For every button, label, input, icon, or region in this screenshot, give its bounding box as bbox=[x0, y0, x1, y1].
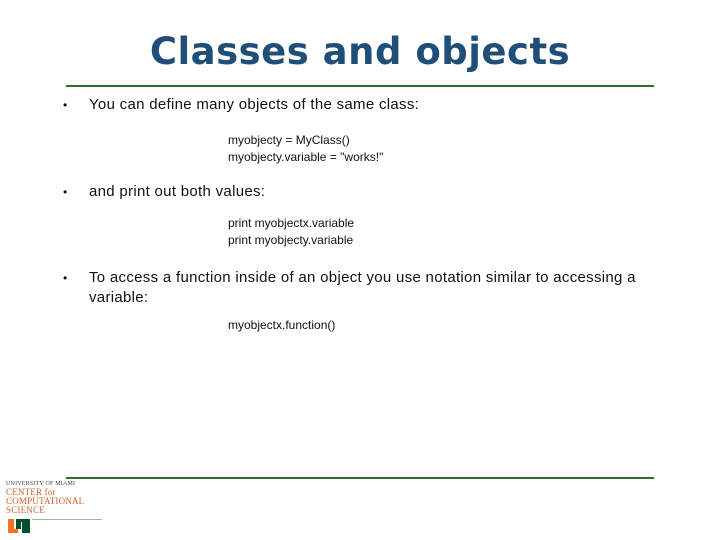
bullet-dot: • bbox=[63, 98, 68, 112]
bullet-dot: • bbox=[63, 185, 68, 199]
top-divider bbox=[66, 85, 654, 87]
bullet-item bbox=[63, 268, 663, 308]
logo-computational-text: COMPUTATIONAL bbox=[6, 496, 85, 506]
code-block bbox=[228, 215, 354, 249]
code-line: myobjecty = MyClass() bbox=[228, 133, 350, 147]
bottom-divider bbox=[66, 477, 654, 479]
logo-underline bbox=[32, 519, 102, 520]
bullet-text: To access a function inside of an object you use notation similar to accessing a variable: bbox=[89, 269, 636, 306]
bullet-dot: • bbox=[63, 271, 68, 285]
logo-center-text: CENTER for bbox=[6, 487, 56, 497]
logo-science-text: SCIENCE bbox=[6, 505, 45, 515]
um-monogram-icon bbox=[8, 519, 30, 533]
bullet-item bbox=[63, 182, 663, 202]
code-line: print myobjecty.variable bbox=[228, 233, 354, 247]
code-block bbox=[228, 317, 335, 334]
bullet-item bbox=[63, 95, 663, 115]
logo-university-text: UNIVERSITY OF MIAMI bbox=[6, 481, 76, 487]
bullet-text: and print out both values: bbox=[89, 183, 266, 200]
slide-title: Classes and objects bbox=[149, 30, 571, 73]
code-line: myobjectx.function() bbox=[228, 318, 336, 332]
code-line: myobjecty.variable = "works!" bbox=[228, 150, 384, 164]
bullet-text: You can define many objects of the same class: bbox=[89, 96, 420, 113]
code-line: print myobjectx.variable bbox=[228, 216, 355, 230]
university-logo bbox=[6, 481, 102, 537]
code-block bbox=[228, 132, 383, 166]
